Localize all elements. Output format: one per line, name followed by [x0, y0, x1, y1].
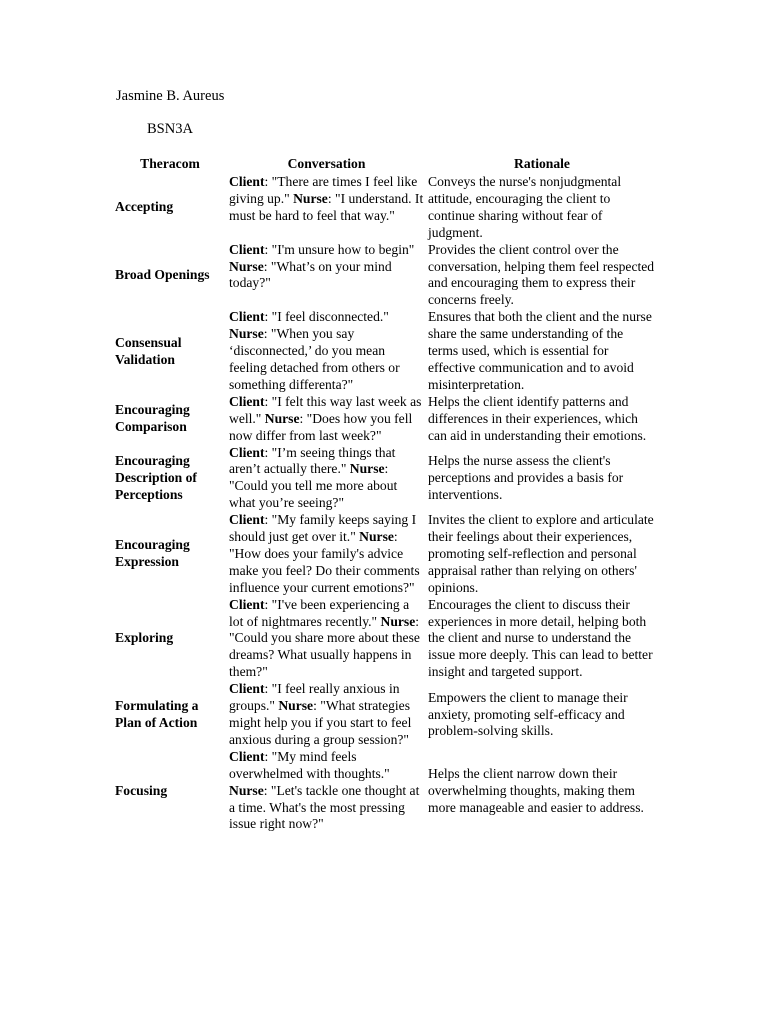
nurse-response: : "When you say ‘disconnected,’ do you mean feeling detached from others or something differenta?"	[229, 326, 400, 392]
conversation-cell	[227, 749, 426, 834]
nurse-response: : "Could you tell me more about what you’re seeing?"	[229, 461, 398, 511]
nurse-label: Nurse	[264, 410, 300, 426]
client-statement: : "I feel really anxious in groups."	[229, 681, 400, 714]
client-label: Client	[229, 174, 265, 189]
conversation-cell	[227, 309, 426, 394]
rationale-cell: Invites the client to explore and articulate their feelings about their experiences, promoting self-reflection and personal appraisal rather than relying on others' opinions.	[428, 512, 654, 595]
client-statement: : "I'm unsure how to begin"	[264, 241, 415, 257]
rationale-cell: Helps the nurse assess the client's perceptions and provides a basis for interventions.	[428, 452, 624, 502]
nurse-response: : "I understand. It must be hard to feel that way."	[229, 190, 424, 223]
column-header-conversation: Conversation	[287, 155, 366, 171]
conversation-cell	[227, 681, 426, 749]
nurse-label: Nurse	[278, 698, 314, 714]
nurse-label: Nurse	[229, 258, 264, 274]
client-statement: : "There are times I feel like giving up."	[229, 174, 418, 206]
table-row	[113, 749, 658, 834]
rationale-cell: Ensures that both the client and the nurse share the same understanding of the terms used, which is essential for effective communication and to avoid misinterpretation.	[428, 309, 652, 392]
nurse-response: : "What’s on your mind today?"	[229, 258, 392, 291]
client-statement: : "I've been experiencing a lot of nightmares recently."	[229, 596, 410, 629]
theracom-term: Formulating a Plan of Action	[115, 698, 199, 730]
nurse-label: Nurse	[229, 782, 264, 798]
theracom-term: Focusing	[115, 782, 168, 798]
conversation-cell	[227, 174, 426, 242]
nurse-label: Nurse	[359, 529, 394, 545]
nurse-response: : "Let's tackle one thought at a time. What's the most pressing issue right now?"	[229, 782, 420, 832]
nurse-label: Nurse	[293, 190, 328, 206]
client-label: Client	[229, 748, 265, 764]
client-statement: : "My mind feels overwhelmed with thoughts."	[229, 748, 390, 781]
theracom-term: Broad Openings	[115, 266, 210, 282]
conversation-cell	[227, 445, 426, 513]
table-row	[113, 597, 658, 682]
nurse-response: : "What strategies might help you if you start to feel anxious during a group session?"	[229, 698, 412, 747]
theracom-term: Consensual Validation	[115, 334, 182, 367]
table-row	[113, 394, 658, 445]
table-header-row	[113, 154, 658, 174]
theracom-table	[113, 154, 658, 833]
client-label: Client	[229, 241, 265, 257]
rationale-cell: Provides the client control over the conversation, helping them feel respected and encouraging them to express their concerns freely.	[428, 241, 655, 308]
theracom-term: Encouraging Comparison	[115, 402, 190, 435]
client-label: Client	[229, 309, 265, 325]
client-label: Client	[229, 512, 265, 528]
table-row	[113, 309, 658, 394]
nurse-response: : "How does your family's advice make you feel? Do their comments influence your current emotions?"	[229, 529, 420, 595]
client-statement: : "I’m seeing things that aren’t actually there."	[229, 444, 396, 477]
theracom-term: Accepting	[115, 199, 174, 215]
rationale-cell: Conveys the nurse's nonjudgmental attitude, encouraging the client to continue sharing without fear of judgment.	[428, 174, 622, 240]
rationale-cell: Helps the client narrow down their overwhelming thoughts, making them more manageable and easier to address.	[428, 765, 644, 815]
rationale-cell: Empowers the client to manage their anxiety, promoting self-efficacy and problem-solving skills.	[428, 689, 628, 739]
conversation-cell	[227, 597, 426, 682]
client-statement: : "My family keeps saying I should just get over it."	[229, 512, 417, 545]
column-header-rationale: Rationale	[514, 155, 570, 171]
theracom-term: Exploring	[115, 630, 174, 646]
client-label: Client	[229, 596, 265, 612]
table-row	[113, 681, 658, 749]
column-header-theracom: Theracom	[140, 155, 200, 171]
nurse-response: : "Could you share more about these dreams? What usually happens in them?"	[229, 613, 420, 680]
author-name: Jasmine B. Aureus	[116, 88, 225, 104]
table-row	[113, 445, 658, 513]
nurse-label: Nurse	[349, 461, 385, 477]
table-row	[113, 242, 658, 310]
client-label: Client	[229, 393, 265, 409]
conversation-cell	[227, 394, 426, 445]
client-statement: : "I felt this way last week as well."	[229, 393, 422, 426]
conversation-cell	[227, 512, 426, 597]
nurse-label: Nurse	[229, 326, 264, 342]
nurse-response: : "Does how you fell now differ from last week?"	[229, 410, 413, 443]
table-row	[113, 512, 658, 597]
theracom-term: Encouraging Description of Perceptions	[115, 452, 197, 502]
conversation-cell	[227, 242, 426, 310]
client-label: Client	[229, 444, 265, 460]
rationale-cell: Helps the client identify patterns and differences in their experiences, which can aid in understanding their emotions.	[428, 393, 647, 443]
rationale-cell: Encourages the client to discuss their experiences in more detail, helping both the client and nurse to understand the issue more deeply. This can lead to better insight and targeted support.	[428, 596, 653, 680]
client-label: Client	[229, 681, 265, 697]
client-statement: : "I feel disconnected."	[264, 309, 389, 325]
table-row	[113, 174, 658, 242]
section-label: BSN3A	[147, 121, 193, 137]
nurse-label: Nurse	[380, 613, 416, 629]
theracom-term: Encouraging Expression	[115, 537, 190, 570]
